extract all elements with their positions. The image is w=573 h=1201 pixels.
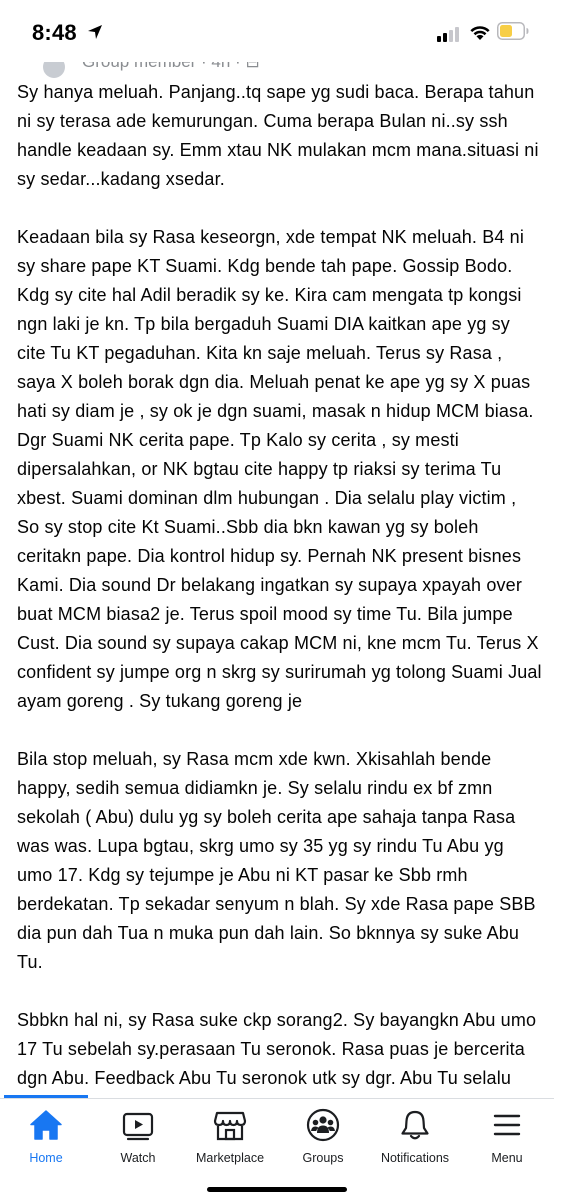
tab-label: Home <box>29 1151 63 1165</box>
tab-menu[interactable] <box>461 1099 553 1179</box>
post-paragraph: Sy hanya meluah. Panjang..tq sape yg sudi baca. Berapa tahun ni sy terasa ade kemurungan. Cuma berapa Bulan ni..sy ssh handle keadaan sy. Emm xtau NK mulakan mcm mana.situasi ni sy sedar...kadang xsedar. <box>17 82 539 189</box>
post-paragraph: Keadaan bila sy Rasa keseorgn, xde tempat NK meluah. B4 ni sy share pape KT Suami. Kdg bende tah pape. Gossip Bodo. Kdg sy cite hal Adil beradik sy ke. Kira cam mengata tp kongsi ngn laki je kn. Tp bila bergaduh Suami DIA kaitkan ape yg sy cite Tu KT pegaduhan. Kita kn saje meluah. Terus sy Rasa , saya X boleh borak dgn dia. Meluah penat ke ape yg sy X puas hati sy diam je , sy ok je dgn suami, masak n hidup MCM biasa. Dgr Suami NK cerita pape. Tp Kalo sy cerita , sy mesti dipersalahkan, or NK bgtau cite happy tp riaksi sy terima Tu xbest. Suami dominan dlm hubungan . Dia selalu play victim , So sy stop cite Kt Suami..Sbb dia bkn kawan yg sy boleh ceritakn pape. Dia kontrol hidup sy. Pernah NK present bisnes Kami. Dia sound Dr belakang ingatkan sy supaya xpayah over buat MCM biasa2 je. Terus spoil mood sy time Tu. Bila jumpe Cust. Dia sound sy supaya cakap MCM ni, kne mcm Tu. Terus X confident sy jumpe org n skrg sy surirumah yg tolong Suami Jual ayam goreng . Sy tukang goreng je <box>17 227 542 711</box>
menu-icon <box>490 1109 524 1141</box>
tab-label: Groups <box>302 1151 344 1165</box>
post-paragraph: Sbbkn hal ni, sy Rasa suke ckp sorang2. Sy bayangkn Abu umo 17 Tu sebelah sy.perasaan Tu seronok. Rasa puas je bercerita dgn Abu. Feedback Abu Tu seronok utk sy dgr. Abu Tu selalu <box>17 1010 537 1088</box>
watch-icon <box>121 1109 155 1141</box>
tab-label: Marketplace <box>195 1151 265 1165</box>
wifi-icon <box>469 24 491 41</box>
status-bar <box>0 0 554 62</box>
tab-marketplace[interactable] <box>184 1099 276 1179</box>
tab-label: Menu <box>491 1151 523 1165</box>
groups-icon <box>306 1109 340 1141</box>
cellular-signal-icon <box>437 26 461 42</box>
bell-icon <box>398 1109 432 1141</box>
tab-label: Watch <box>120 1151 156 1165</box>
battery-icon <box>497 22 529 40</box>
tab-notifications[interactable] <box>369 1099 461 1179</box>
status-time: 8:48 <box>32 20 77 45</box>
marketplace-icon <box>213 1109 247 1141</box>
home-indicator <box>207 1187 347 1192</box>
home-icon <box>29 1109 63 1141</box>
tab-home[interactable] <box>0 1099 92 1179</box>
tab-groups[interactable] <box>277 1099 369 1179</box>
bottom-tab-bar <box>0 1098 554 1201</box>
location-arrow-icon <box>87 24 103 40</box>
post-paragraph: Bila stop meluah, sy Rasa mcm xde kwn. Xkisahlah bende happy, sedih semua didiamkn je. Sy selalu rindu ex bf zmn sekolah ( Abu) dulu yg sy boleh cerita ape sahaja tanpa Rasa was was. Lupa bgtau, skrg umo sy 35 yg sy rindu Tu Abu yg umo 17. Kdg sy tejumpe je Abu ni KT pasar ke Sbb rmh berdekatan. Tp sekadar senyum n blah. Sy xde Rasa pape SBB dia pun dah Tua n muka pun dah lain. So bknnya sy suke Abu Tu. <box>17 749 536 972</box>
tab-watch[interactable] <box>92 1099 184 1179</box>
tab-label: Notifications <box>380 1151 450 1165</box>
post-body <box>17 78 542 1098</box>
